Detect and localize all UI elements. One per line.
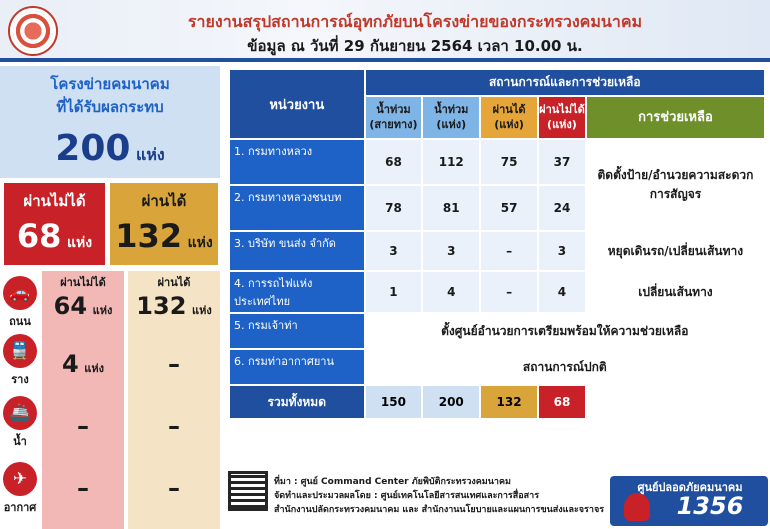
page-subtitle: ข้อมูล ณ วันที่ 29 กันยายน 2564 เวลา 10.00 น. bbox=[247, 37, 583, 55]
sub-flood-places: น้ำท่วม (แห่ง) bbox=[423, 97, 479, 138]
hotline-label: ศูนย์ปลอดภัยคมนาคม bbox=[637, 481, 743, 494]
mode-col-passable: ผ่านได้ bbox=[157, 276, 191, 289]
summary-title-line2: ที่ได้รับผลกระทบ bbox=[56, 98, 164, 116]
passable-label: ผ่านได้ bbox=[141, 192, 187, 210]
total-row: รวมทั้งหมด 150 200 132 68 bbox=[230, 386, 764, 418]
car-icon: 🚗 bbox=[3, 276, 37, 310]
table-row: 1. กรมทางหลวง 68 112 75 37 ติดตั้งป้าย/อำนวยความสะดวก การสัญจร bbox=[230, 140, 764, 184]
footer-source: ที่มา : ศูนย์ Command Center ภัยพิบัติกระทรวงคมนาคม bbox=[274, 477, 511, 487]
page-title: รายงานสรุปสถานการณ์อุทกภัยบนโครงข่ายของกระทรวงคมนาคม bbox=[187, 12, 643, 31]
road-passable: 132 bbox=[136, 292, 187, 320]
rail-impassable: 4 bbox=[62, 350, 79, 378]
ministry-logo bbox=[8, 6, 58, 56]
mode-water: 🚢 น้ำ bbox=[2, 396, 38, 452]
air-passable: – bbox=[168, 474, 180, 502]
impassable-value: 68 bbox=[16, 217, 62, 255]
mode-col-impassable: ผ่านไม่ได้ bbox=[60, 276, 106, 289]
sub-passable: ผ่านได้ (แห่ง) bbox=[481, 97, 537, 138]
summary-title-line1: โครงข่ายคมนาคม bbox=[50, 75, 170, 93]
impassable-label: ผ่านไม่ได้ bbox=[23, 192, 86, 210]
qr-code bbox=[228, 471, 268, 511]
mascot-icon bbox=[624, 493, 650, 521]
footer-prepared-by: จัดทำและประมวลผลโดย : ศูนย์เทคโนโลยีสารสนเทศและการสื่อสาร bbox=[274, 491, 540, 501]
water-passable: – bbox=[168, 412, 180, 440]
table-row: 5. กรมเจ้าท่า ตั้งศูนย์อำนวยการเตรียมพร้อมให้ความช่วยเหลือ bbox=[230, 314, 764, 348]
table-row: 6. กรมท่าอากาศยาน สถานการณ์ปกติ bbox=[230, 350, 764, 384]
assistance-rows-1-2: ติดตั้งป้าย/อำนวยความสะดวก การสัญจร bbox=[587, 140, 764, 230]
table-row: 4. การรถไฟแห่งประเทศไทย 1 4 – 4 เปลี่ยนเส้นทาง bbox=[230, 272, 764, 312]
impassable-summary-box: ผ่านไม่ได้ 68 แห่ง bbox=[4, 183, 105, 265]
situation-table bbox=[228, 68, 766, 420]
air-impassable: – bbox=[77, 474, 89, 502]
passable-value: 132 bbox=[115, 217, 183, 255]
airplane-icon: ✈ bbox=[3, 462, 37, 496]
table-row: 2. กรมทางหลวงชนบท 78 81 57 24 bbox=[230, 186, 764, 230]
mode-rail: 🚆 ราง bbox=[2, 334, 38, 390]
mode-air: ✈ อากาศ bbox=[2, 462, 38, 518]
train-icon: 🚆 bbox=[3, 334, 37, 368]
hotline-number: 1356 bbox=[676, 492, 744, 520]
footer-office: สำนักงานปลัดกระทรวงคมนาคม และ สำนักงานนโยบายและแผนการขนส่งและจราจร bbox=[274, 505, 605, 515]
rail-passable: – bbox=[168, 350, 180, 378]
col-unit-header: หน่วยงาน bbox=[230, 70, 364, 138]
passable-summary-box: ผ่านได้ 132 แห่ง bbox=[110, 183, 218, 265]
col-situation-header: สถานการณ์และการช่วยเหลือ bbox=[366, 70, 764, 95]
sub-flood-routes: น้ำท่วม (สายทาง) bbox=[366, 97, 422, 138]
ship-icon: 🚢 bbox=[3, 396, 37, 430]
mode-road: 🚗 ถนน bbox=[2, 276, 38, 332]
road-impassable: 64 bbox=[53, 292, 88, 320]
sub-assistance: การช่วยเหลือ bbox=[587, 97, 764, 138]
sub-impassable: ผ่านไม่ได้ (แห่ง) bbox=[539, 97, 585, 138]
summary-total: 200 แห่ง bbox=[55, 128, 165, 169]
water-impassable: – bbox=[77, 412, 89, 440]
table-row: 3. บริษัท ขนส่ง จำกัด 3 3 – 3 หยุดเดินรถ/เปลี่ยนเส้นทาง bbox=[230, 232, 764, 270]
